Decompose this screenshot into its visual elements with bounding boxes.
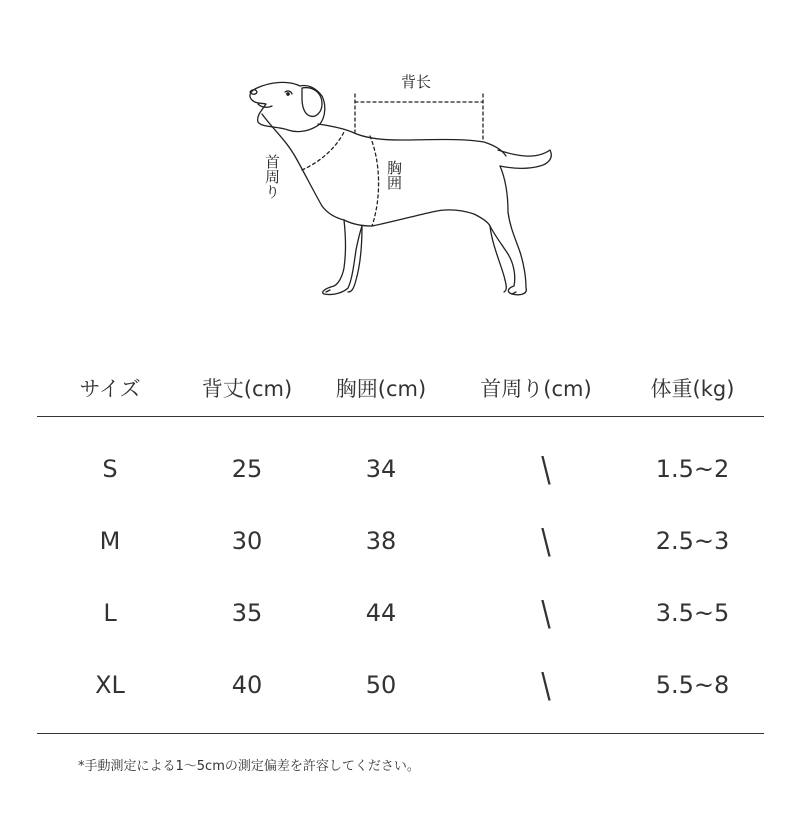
cell-size: L [103, 599, 117, 627]
cell-chest: 44 [365, 599, 397, 627]
cell-neck-value: \ [541, 520, 551, 562]
cell-back-length: 35 [231, 599, 263, 627]
cell-chest: 38 [365, 527, 397, 555]
cell-neck [451, 577, 621, 649]
cell-chest: 50 [311, 649, 451, 734]
cell-weight: 1.5~2 [655, 455, 730, 483]
cell-size: S [102, 455, 118, 483]
header-size: サイズ [37, 360, 183, 417]
cell-neck [451, 649, 621, 734]
size-chart-table [37, 360, 764, 734]
table-row [37, 417, 764, 506]
table-row [37, 505, 764, 577]
cell-neck [451, 505, 621, 577]
header-chest: 胸囲(cm) [311, 360, 451, 417]
back-length-label: 背长 [401, 73, 432, 91]
cell-back-length: 25 [231, 455, 263, 483]
cell-neck-value: \ [541, 448, 551, 490]
cell-size: M [99, 527, 121, 555]
cell-weight: 2.5~3 [655, 527, 730, 555]
table-row [37, 649, 764, 734]
table-row [37, 577, 764, 649]
header-neck: 首周り(cm) [451, 360, 621, 417]
cell-chest: 34 [365, 455, 397, 483]
header-back-length: 背丈(cm) [183, 360, 311, 417]
cell-neck [451, 417, 621, 506]
table-header-row [37, 360, 764, 417]
cell-neck-value: \ [541, 592, 551, 634]
cell-back-length: 40 [183, 649, 311, 734]
neck-girth-label: 首周り [263, 154, 281, 199]
cell-neck-value: \ [541, 664, 551, 706]
cell-weight: 3.5~5 [655, 599, 730, 627]
header-weight: 体重(kg) [621, 360, 764, 417]
dog-measurement-diagram [0, 0, 800, 320]
cell-back-length: 30 [231, 527, 263, 555]
cell-weight: 5.5~8 [621, 649, 764, 734]
measurement-note: *手動測定による1～5cmの測定偏差を許容してください。 [78, 759, 420, 774]
chest-girth-label: 胸囲 [385, 160, 403, 190]
cell-size: XL [37, 649, 183, 734]
